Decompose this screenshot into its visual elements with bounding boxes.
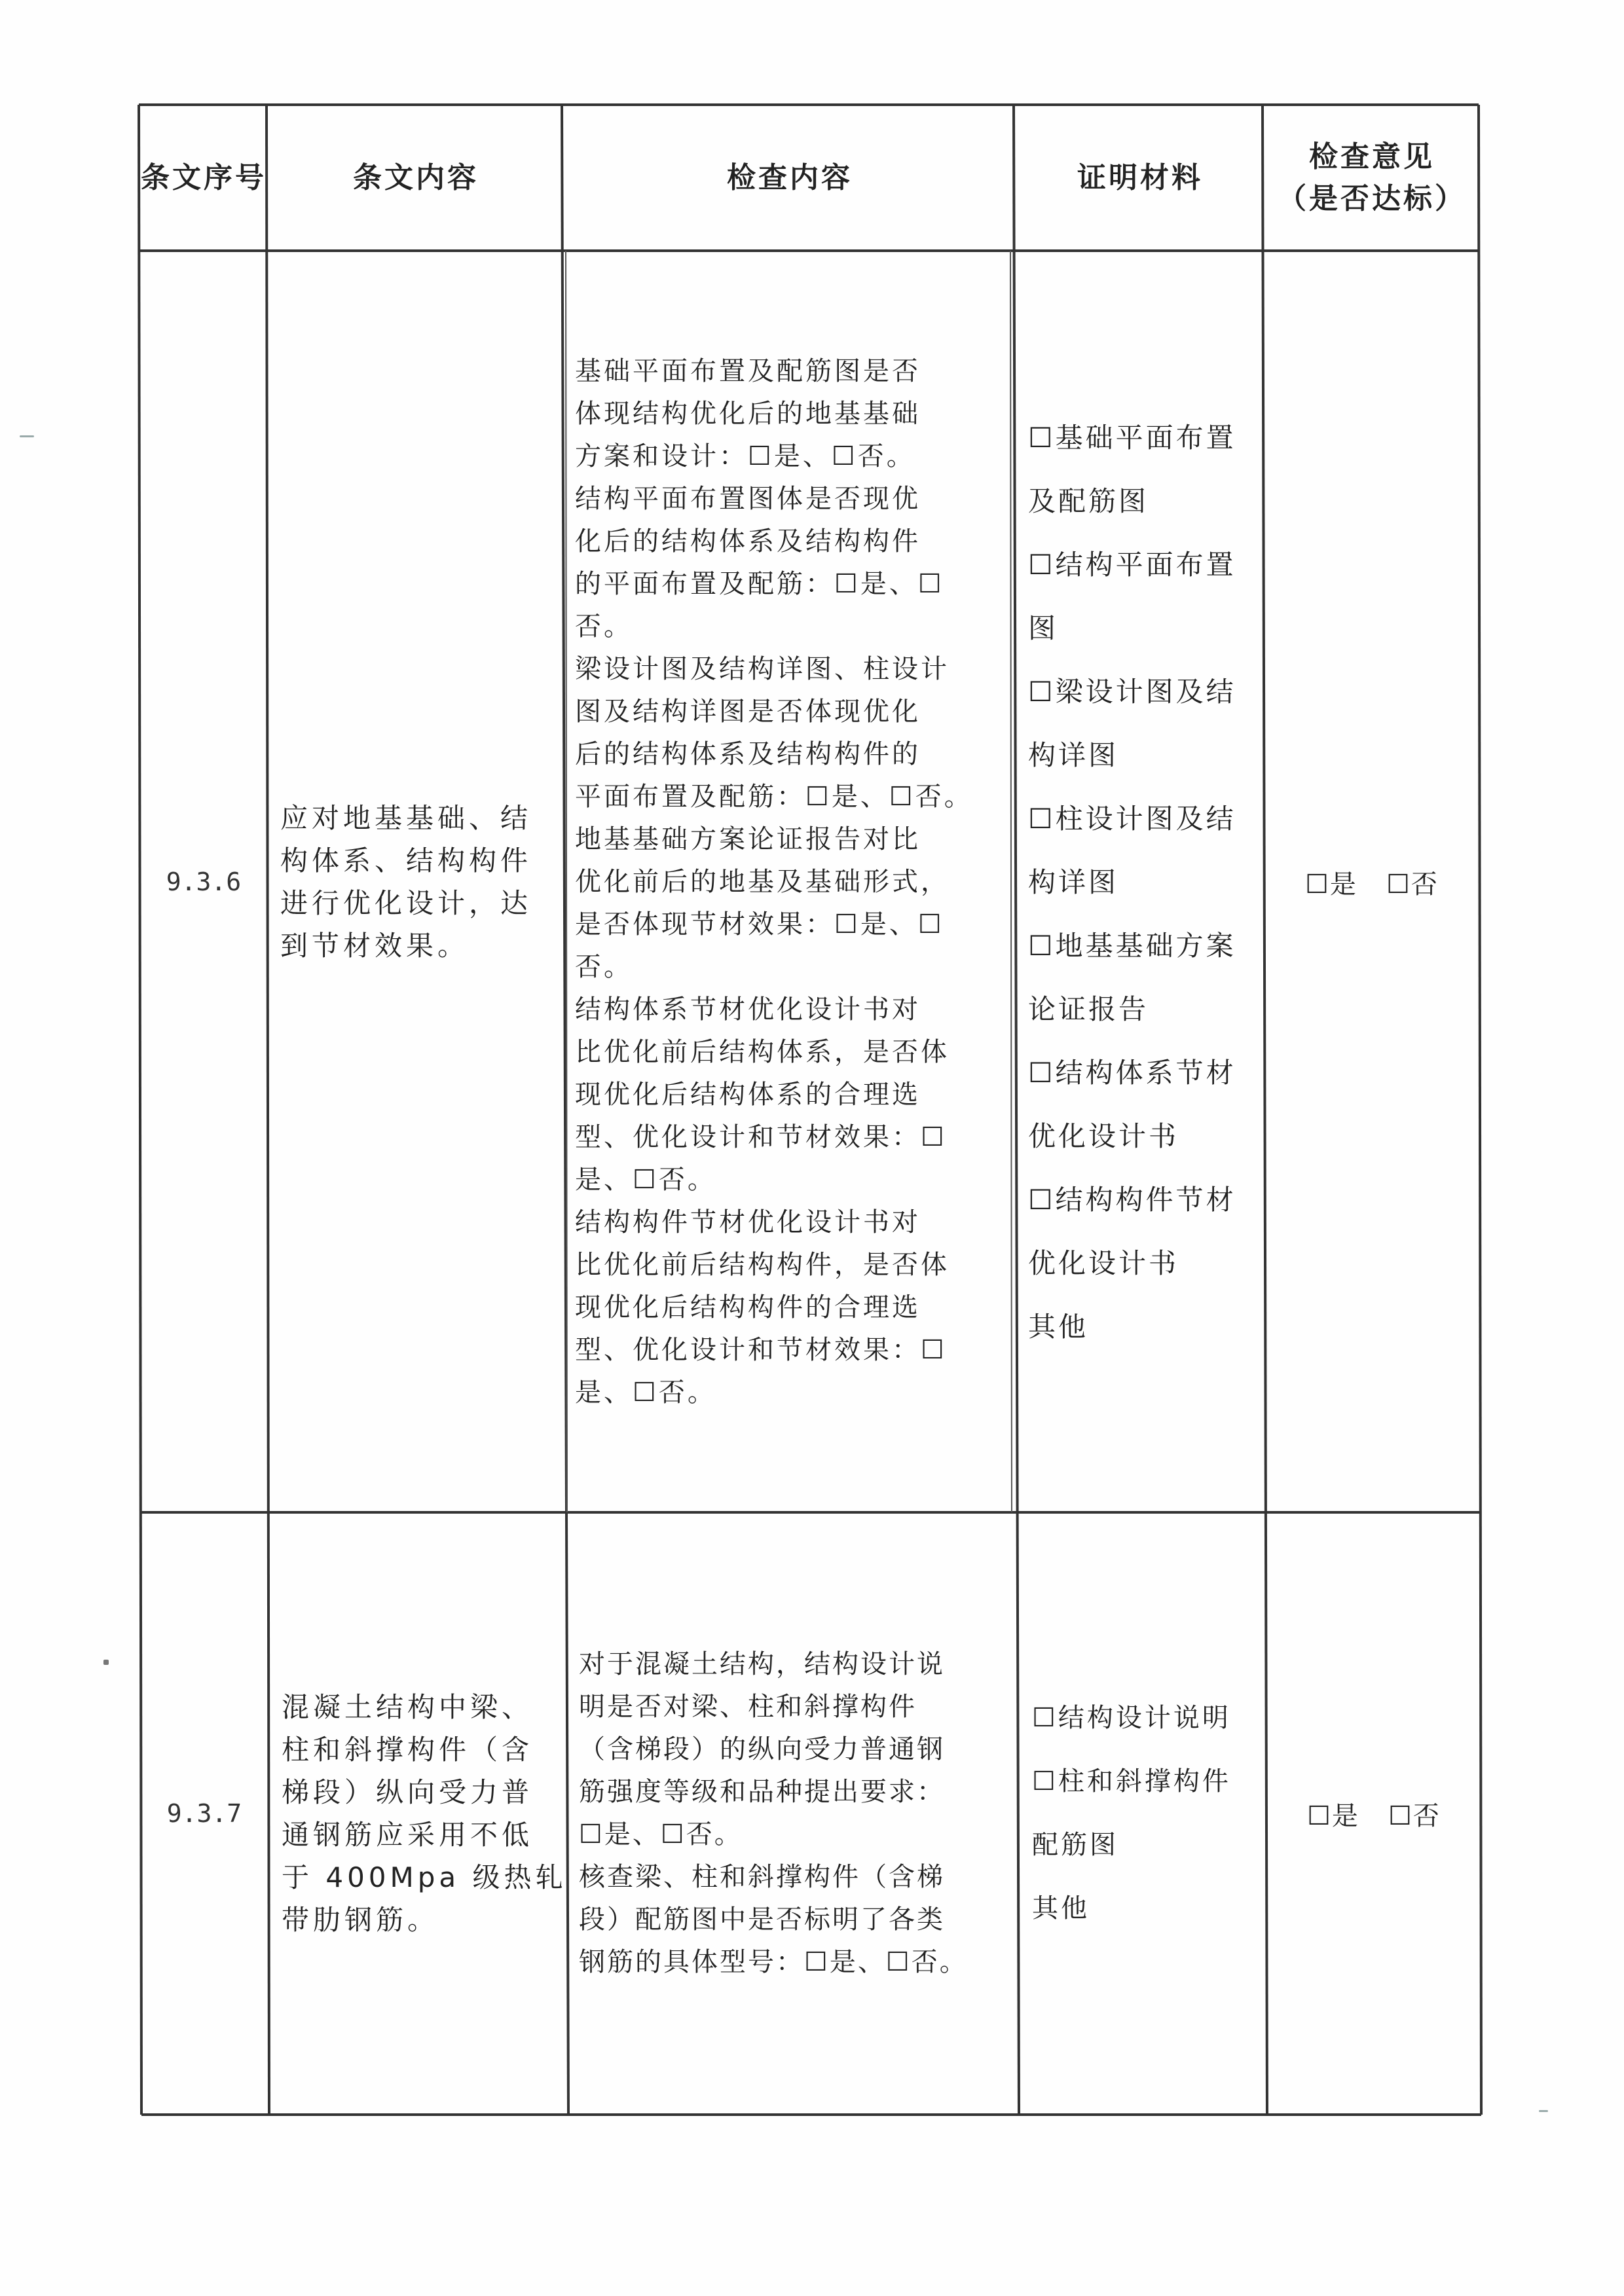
check-content-line: 比优化前后结构构件，是否体 — [575, 1249, 950, 1280]
check-content-line: （含梯段）的纵向受力普通钢 — [579, 1734, 945, 1764]
check-content-line: 否。 — [575, 611, 633, 642]
check-content-line: 比优化前后结构体系，是否体 — [575, 1036, 950, 1067]
clause-no-text: 9.3.7 — [166, 1799, 242, 1828]
row-9-3-7-evidence — [1020, 1514, 1266, 2113]
check-content-line: 的平面布置及配筋：☐是、☐ — [575, 568, 944, 599]
check-content-line: 筋强度等级和品种提出要求： — [579, 1777, 945, 1807]
evidence-item: ☐结构设计说明 — [1032, 1703, 1231, 1733]
check-content-line: 核查梁、柱和斜撑构件（含梯 — [579, 1862, 945, 1892]
check-content-line: 是、☐否。 — [575, 1164, 716, 1195]
evidence-item: ☐柱设计图及结 — [1028, 802, 1236, 835]
evidence-item: ☐地基基础方案 — [1028, 929, 1236, 962]
check-content-line: 明是否对梁、柱和斜撑构件 — [579, 1692, 917, 1722]
header-opinion-line-1: 检查意见 — [1309, 140, 1435, 173]
scan-speck — [103, 1660, 109, 1665]
header-clause-no — [140, 106, 267, 250]
evidence-item: 其他 — [1028, 1310, 1089, 1343]
header-opinion — [1265, 106, 1479, 250]
clause-content-line: 于 400Mpa 级热轧 — [282, 1861, 567, 1893]
row-9-3-7-clause-content — [270, 1514, 566, 2113]
evidence-item: 其他 — [1032, 1893, 1090, 1923]
check-content-line: 结构平面布置图体是否现优 — [575, 483, 921, 514]
evidence-item: 构详图 — [1028, 738, 1119, 771]
opinion-checkbox-yes-no[interactable]: ☐是 ☐否 — [1307, 1800, 1441, 1831]
clause-content-line: 梯段）纵向受力普 — [282, 1776, 534, 1808]
check-content-line: 现优化后结构体系的合理选 — [575, 1079, 921, 1110]
check-content-line: 图及结构详图是否体现优化 — [575, 696, 921, 727]
evidence-item: ☐结构构件节材 — [1028, 1183, 1236, 1216]
check-content-line: 平面布置及配筋：☐是、☐否。 — [575, 781, 973, 812]
row-9-3-7-opinion[interactable] — [1268, 1514, 1480, 2113]
opinion-checkbox-yes-no[interactable]: ☐是 ☐否 — [1305, 869, 1439, 900]
check-content-line: 基础平面布置及配筋图是否 — [575, 355, 921, 386]
evidence-item: 优化设计书 — [1028, 1120, 1179, 1152]
evidence-item: ☐基础平面布置 — [1028, 421, 1236, 454]
header-check-content — [564, 106, 1015, 250]
check-content-line: 结构构件节材优化设计书对 — [575, 1207, 921, 1237]
row-9-3-7-check-content — [570, 1514, 1018, 2113]
clause-no-text: 9.3.6 — [166, 867, 242, 896]
clause-content-line: 构体系、结构构件 — [280, 845, 532, 877]
row-9-3-6-clause-content — [268, 252, 566, 1512]
evidence-item: ☐柱和斜撑构件 — [1032, 1766, 1231, 1796]
check-content-line: 方案和设计：☐是、☐否。 — [575, 441, 915, 471]
header-evidence-label: 证明材料 — [1077, 161, 1203, 194]
evidence-item: ☐梁设计图及结 — [1028, 675, 1236, 708]
row-9-3-6-clause-no — [140, 252, 267, 1512]
clause-content-line: 进行优化设计，达 — [280, 887, 532, 919]
evidence-item: 配筋图 — [1032, 1830, 1118, 1860]
clause-content-line: 应对地基基础、结 — [280, 802, 532, 834]
row-9-3-7-clause-no — [140, 1514, 268, 2113]
evidence-item: 优化设计书 — [1028, 1247, 1179, 1279]
header-evidence — [1016, 106, 1264, 250]
scan-speck — [1539, 2110, 1548, 2112]
header-opinion-line-2: （是否达标） — [1278, 182, 1466, 215]
check-content-line: 否。 — [575, 951, 633, 982]
clause-content-line: 柱和斜撑构件（含 — [282, 1734, 534, 1766]
check-content-line: 钢筋的具体型号：☐是、☐否。 — [579, 1947, 968, 1977]
clause-content-line: 通钢筋应采用不低 — [282, 1819, 534, 1851]
evidence-item: 论证报告 — [1028, 993, 1149, 1025]
check-content-line: 段）配筋图中是否标明了各类 — [579, 1904, 945, 1935]
check-content-line: 对于混凝土结构，结构设计说 — [579, 1649, 945, 1679]
clause-content-line: 混凝土结构中梁、 — [282, 1691, 534, 1723]
check-content-line: 后的结构体系及结构构件的 — [575, 738, 921, 769]
check-content-line: 结构体系节材优化设计书对 — [575, 994, 921, 1025]
header-check-content-label: 检查内容 — [727, 161, 853, 194]
evidence-item: 构详图 — [1028, 866, 1119, 898]
header-clause-no-line-1: 条文 — [141, 161, 204, 194]
row-9-3-6-opinion[interactable] — [1265, 252, 1479, 1512]
check-content-line: 现优化后结构构件的合理选 — [575, 1292, 921, 1322]
scan-speck — [20, 435, 34, 437]
check-content-line: 型、优化设计和节材效果：☐ — [575, 1334, 947, 1365]
check-content-line: 体现结构优化后的地基基础 — [575, 398, 921, 429]
header-clause-content-label: 条文内容 — [353, 161, 479, 194]
check-content-line: 是否体现节材效果：☐是、☐ — [575, 909, 944, 939]
row-9-3-6-check-content — [568, 252, 1014, 1512]
check-content-line: 地基基础方案论证报告对比 — [575, 824, 921, 854]
check-content-line: 梁设计图及结构详图、柱设计 — [575, 653, 950, 684]
clause-content-line: 到节材效果。 — [280, 930, 470, 962]
check-content-line: 化后的结构体系及结构构件 — [575, 526, 921, 556]
header-clause-content — [268, 106, 564, 250]
header-clause-no-line-2: 序号 — [204, 161, 267, 194]
evidence-item: 图 — [1028, 611, 1059, 644]
evidence-item: 及配筋图 — [1028, 484, 1149, 517]
evidence-item: ☐结构体系节材 — [1028, 1056, 1236, 1089]
check-content-line: 是、☐否。 — [575, 1377, 716, 1408]
check-content-line: 型、优化设计和节材效果：☐ — [575, 1121, 947, 1152]
clause-content-line: 带肋钢筋。 — [282, 1904, 439, 1936]
check-content-line: ☐是、☐否。 — [579, 1819, 743, 1850]
check-content-line: 优化前后的地基及基础形式， — [575, 866, 950, 897]
evidence-item: ☐结构平面布置 — [1028, 548, 1236, 581]
row-9-3-6-evidence — [1016, 252, 1264, 1512]
